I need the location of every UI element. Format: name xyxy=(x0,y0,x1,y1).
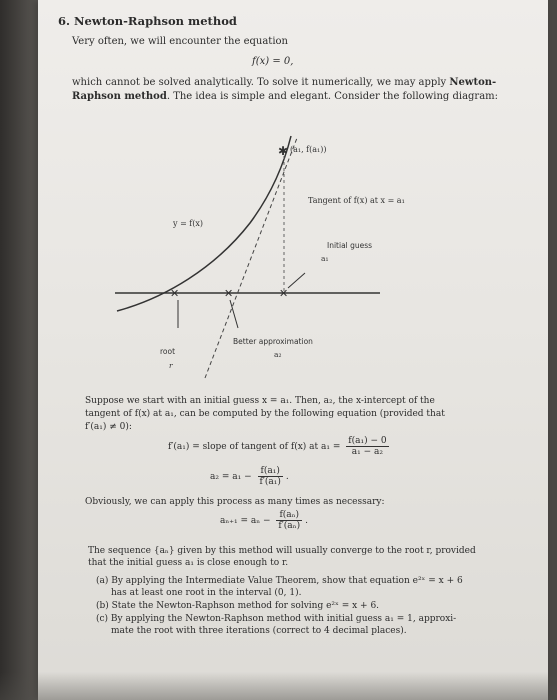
root-symbol: r xyxy=(169,361,173,370)
eq3-fraction xyxy=(276,510,302,531)
para1-text-b: . The idea is simple and elegant. Consider the following diagram: xyxy=(166,91,499,102)
background-edge xyxy=(0,0,38,700)
better-approximation-symbol: a₂ xyxy=(274,350,282,359)
eq3-tail: . xyxy=(305,516,308,526)
a1-cross: ✕ xyxy=(279,287,289,300)
suppose-line-2: tangent of f(x) at a₁, can be computed by the following equation (provided that xyxy=(85,409,445,419)
para1-text-a: which cannot be solved analytically. To solve it numerically, we may apply xyxy=(72,77,450,88)
part-c-line-2: mate the root with three iterations (correct to 4 decimal places). xyxy=(111,626,407,636)
point-label: (a₁, f(a₁)) xyxy=(290,145,327,154)
eq3-left: aₙ₊₁ = aₙ − xyxy=(220,516,271,526)
main-equation: f(x) = 0, xyxy=(252,56,294,67)
eq1-denominator: a₁ − a₂ xyxy=(351,447,384,457)
part-a-line-1: (a) By applying the Intermediate Value Theorem, show that equation e²ˣ = x + 6 xyxy=(96,576,463,586)
suppose-line-1: Suppose we start with an initial guess x = a₁. Then, a₂, the x-intercept of the xyxy=(85,396,435,406)
bottom-shadow xyxy=(0,672,557,700)
eq2-fraction xyxy=(258,466,283,487)
eq2-tail: . xyxy=(285,472,289,482)
initial-guess-label: Initial guess xyxy=(327,241,373,250)
tangent-label: Tangent of f(x) at x = a₁ xyxy=(308,196,405,205)
initial-guess-symbol: a₁ xyxy=(321,254,329,263)
equation-recurrence xyxy=(220,510,308,531)
equation-slope xyxy=(168,436,392,457)
eq2-numerator: f(a₁) xyxy=(258,466,283,477)
intro-text: Very often, we will encounter the equation xyxy=(72,36,288,47)
eq1-numerator: f(a₁) − 0 xyxy=(348,436,387,446)
root-label: root xyxy=(160,347,176,356)
better-pointer xyxy=(230,300,238,328)
para1-bold-b: Raphson method xyxy=(72,91,167,102)
part-b: (b) State the Newton-Raphson method for solving e²ˣ = x + 6. xyxy=(96,601,380,611)
eq3-denominator: f′(aₙ) xyxy=(278,521,301,531)
eq1-left: f′(a₁) = slope of tangent of f(x) at a₁ = xyxy=(168,442,341,452)
problem-title: 6. Newton-Raphson method xyxy=(58,14,237,28)
newton-raphson-diagram xyxy=(55,128,405,378)
eq2-denominator: f′(a₁) xyxy=(259,477,281,487)
root-cross: ✕ xyxy=(170,287,180,300)
curve-label: y = f(x) xyxy=(173,219,204,228)
paragraph-1-line-2 xyxy=(72,91,498,102)
eq2-left: a₂ = a₁ − xyxy=(210,472,252,482)
sequence-line-2: that the initial guess a₁ is close enough to r. xyxy=(88,558,289,568)
suppose-line-3: f′(a₁) ≠ 0): xyxy=(85,422,132,432)
point-marker: ✱ xyxy=(278,144,289,158)
obviously-text: Obviously, we can apply this process as many times as necessary: xyxy=(85,497,385,507)
initial-pointer xyxy=(288,273,305,288)
better-approximation-label: Better approximation xyxy=(233,337,313,346)
para1-bold-a: Newton- xyxy=(449,77,497,88)
a2-cross: ✕ xyxy=(224,287,234,300)
eq3-numerator: f(aₙ) xyxy=(276,510,302,521)
equation-a2 xyxy=(210,466,289,487)
part-a-line-2: has at least one root in the interval (0, 1). xyxy=(111,588,302,598)
paragraph-1-line-1 xyxy=(72,77,496,88)
sequence-line-1: The sequence {aₙ} given by this method will usually converge to the root r, provided xyxy=(88,546,476,556)
eq1-fraction xyxy=(346,436,388,457)
curve-y-f-x xyxy=(117,136,291,311)
part-c-line-1: (c) By applying the Newton-Raphson method with initial guess a₁ = 1, approxi- xyxy=(96,614,457,624)
